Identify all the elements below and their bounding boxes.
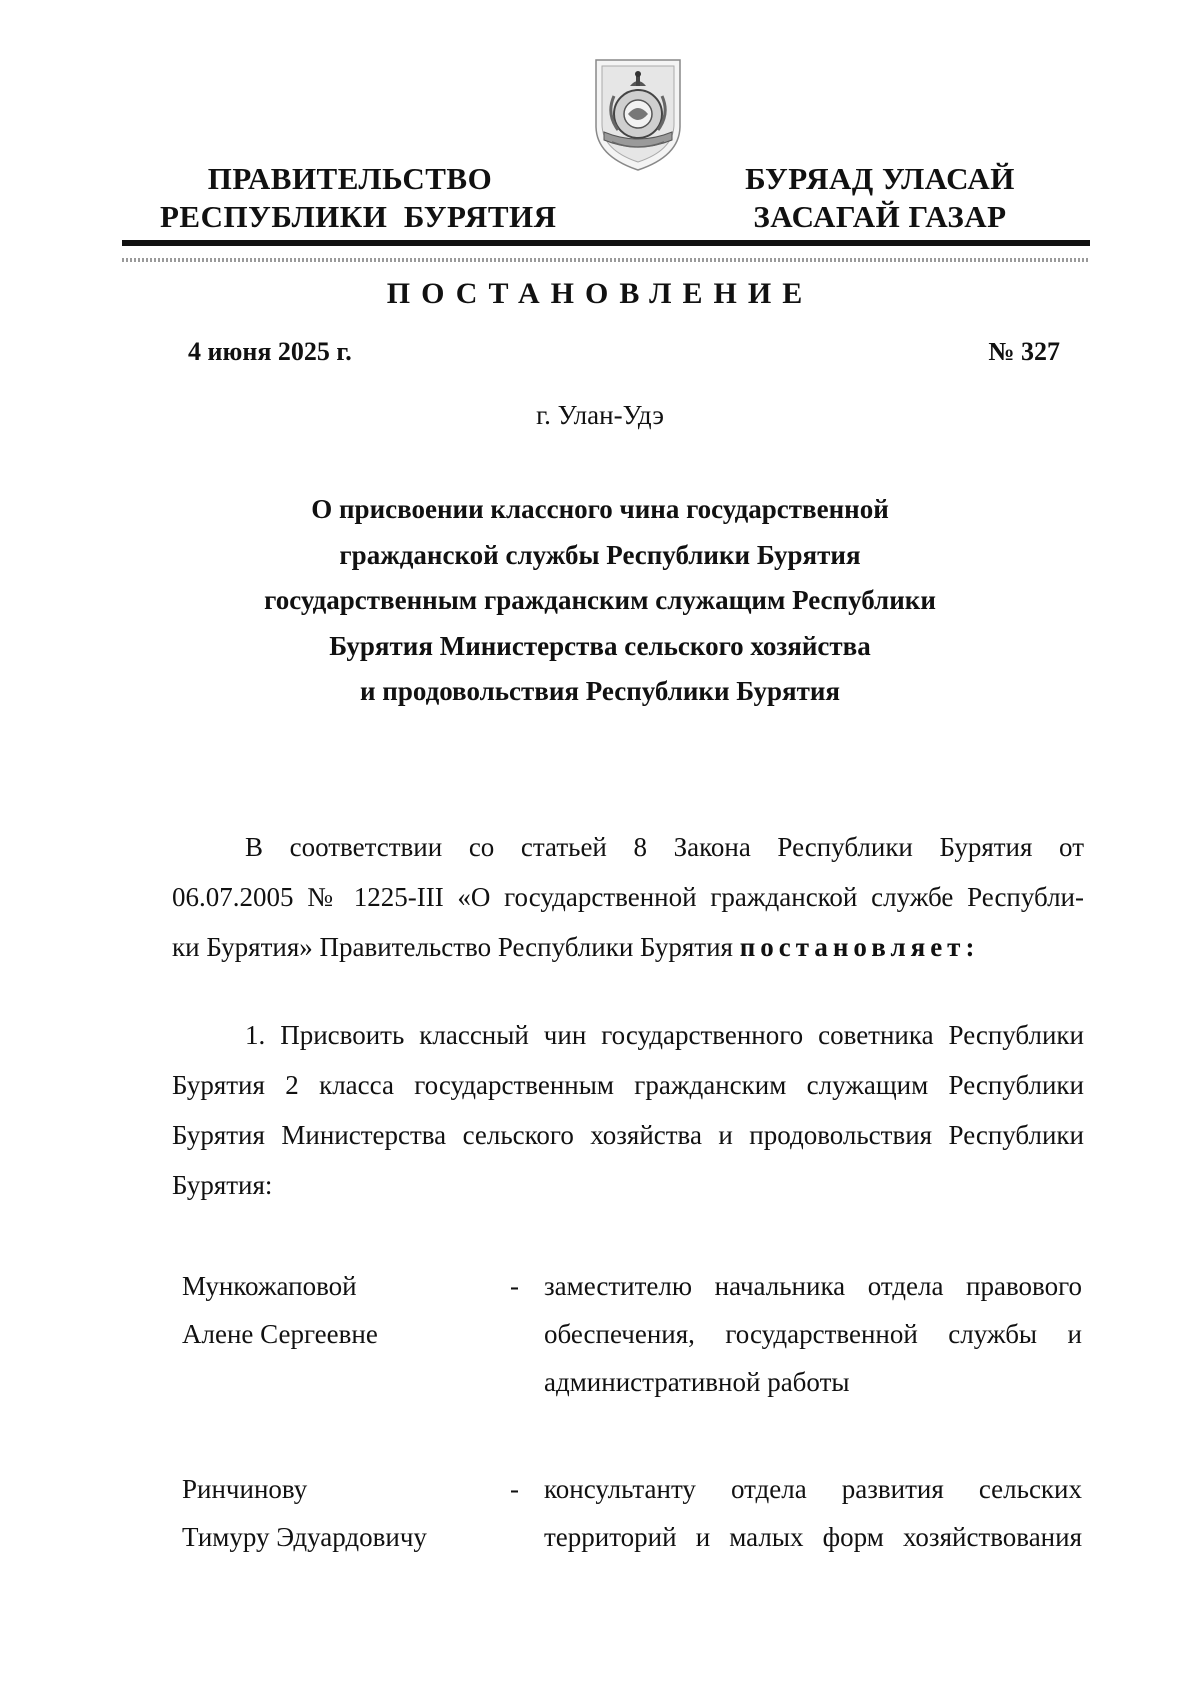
person-given-name: Тимуру Эдуардовичу xyxy=(182,1522,427,1552)
resolves-keyword: постановляет: xyxy=(739,932,980,962)
person-dash: - xyxy=(510,1271,519,1301)
document-type: ПОСТАНОВЛЕНИЕ xyxy=(386,277,814,310)
header-divider-thin xyxy=(122,258,1090,262)
person-position xyxy=(544,1465,1082,1561)
preamble-line: В соответствии со статьей 8 Закона Республики Бурятия от xyxy=(245,832,1084,862)
org-name-bua-line2: ЗАСАГАЙ ГАЗАР xyxy=(753,199,1007,234)
document-city: г. Улан-Удэ xyxy=(536,400,664,430)
person-name xyxy=(182,1465,482,1561)
position-line: обеспечения, государственной службы и xyxy=(544,1319,1082,1349)
org-name-ru-line1: ПРАВИТЕЛЬСТВО xyxy=(207,161,493,196)
document-title xyxy=(150,487,1050,715)
position-line: заместителю начальника отдела правового xyxy=(544,1271,1082,1301)
title-line: О присвоении классного чина государственной xyxy=(311,494,889,524)
person-surname: Мункожаповой xyxy=(182,1271,357,1301)
person-name xyxy=(182,1262,482,1358)
item-line: Бурятия Министерства сельского хозяйства и продовольствия Республики xyxy=(172,1120,1084,1150)
item-line: 1. Присвоить классный чин государственного советника Республики xyxy=(245,1020,1084,1050)
document-date: 4 июня 2025 г. xyxy=(188,337,352,366)
position-line: территорий и малых форм хозяйствования xyxy=(544,1522,1082,1552)
org-name-bua-line1: БУРЯАД УЛАСАЙ xyxy=(745,161,1015,196)
position-line: административной работы xyxy=(544,1367,850,1397)
person-position xyxy=(544,1262,1082,1406)
position-line: консультанту отдела развития сельских xyxy=(544,1474,1082,1504)
preamble-line-text: ки Бурятия» Правительство Республики Бурятия xyxy=(172,932,733,962)
org-name-ru xyxy=(160,160,557,236)
org-name-bua xyxy=(700,160,1060,236)
title-line: Бурятия Министерства сельского хозяйства xyxy=(329,630,871,661)
org-name-ru-line2: РЕСПУБЛИКИ БУРЯТИЯ xyxy=(160,199,557,234)
header-divider xyxy=(122,240,1090,246)
title-line: и продовольствия Республики Бурятия xyxy=(359,676,841,706)
item-1-paragraph xyxy=(172,1010,1084,1210)
item-line: Бурятия 2 класса государственным гражданским служащим Республики xyxy=(172,1070,1084,1100)
preamble-line xyxy=(172,922,1084,972)
preamble-paragraph xyxy=(172,822,1084,972)
person-given-name: Алене Сергеевне xyxy=(182,1319,378,1349)
title-line: государственным гражданским служащим Республики xyxy=(264,585,936,615)
person-dash: - xyxy=(510,1474,519,1504)
title-line: гражданской службы Республики Бурятия xyxy=(339,539,861,570)
document-number: № 327 xyxy=(988,337,1060,366)
preamble-line: 06.07.2005 № 1225-III «О государственной гражданской службе Республи- xyxy=(172,882,1084,912)
person-surname: Ринчинову xyxy=(182,1474,308,1504)
item-line: Бурятия: xyxy=(172,1170,273,1200)
coat-of-arms-icon xyxy=(590,56,686,174)
